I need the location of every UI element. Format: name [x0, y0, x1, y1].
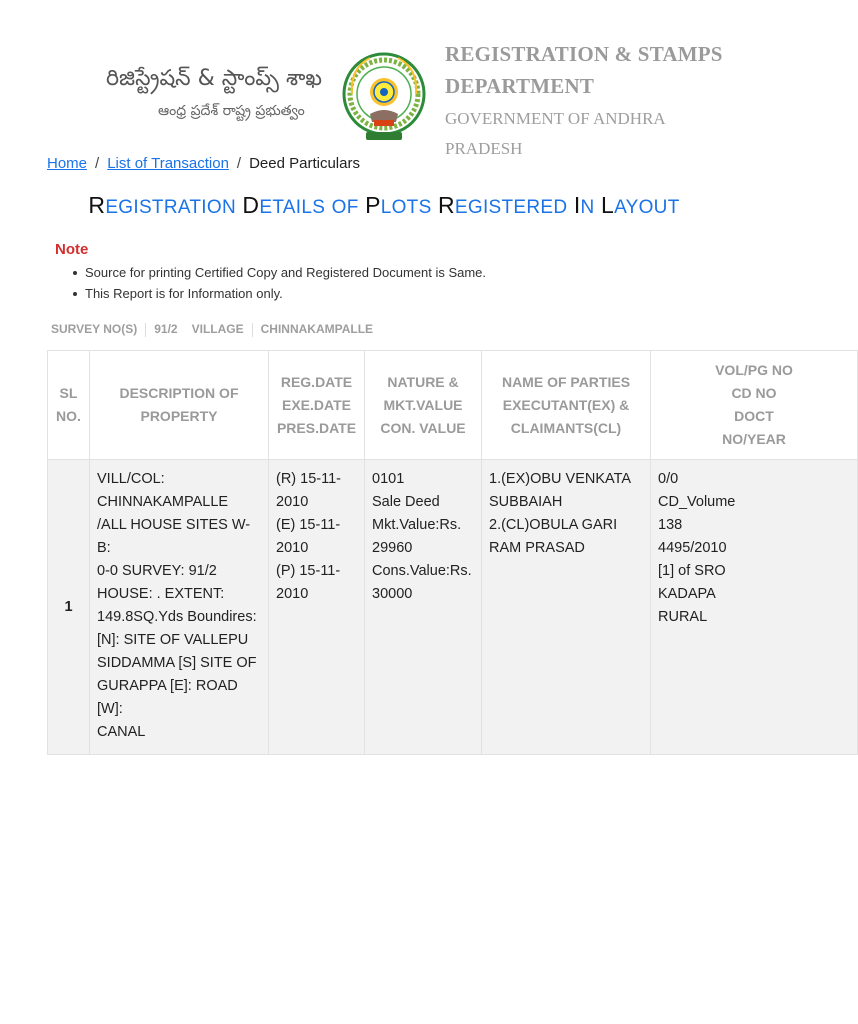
note-label: Note — [55, 241, 89, 258]
table-header-row — [48, 351, 858, 460]
cell-line: 0/0 — [658, 471, 679, 487]
cell-parties — [482, 460, 651, 755]
cell-line: SIDDAMMA [S] SITE OF — [97, 655, 257, 671]
deed-particulars-table — [47, 350, 858, 755]
site-header — [0, 0, 768, 158]
cell-line: RAM PRASAD — [489, 540, 585, 556]
cell-line: 2.(CL)OBULA GARI — [489, 517, 618, 533]
cell-line: /ALL HOUSE SITES W-B: — [97, 517, 251, 556]
cell-line: 0101 — [372, 471, 405, 487]
cell-line: (R) 15-11- — [276, 471, 341, 487]
cell-description — [90, 460, 269, 755]
breadcrumb-home-link[interactable]: Home — [47, 155, 88, 172]
survey-label: SURVEY NO(S) — [51, 322, 138, 336]
cell-line: CD_Volume — [658, 494, 736, 510]
village-value: CHINNAKAMPALLE — [260, 322, 374, 336]
telugu-gov-subtitle: ఆంధ్ర ప్రదేశ్ రాష్ట్ర ప్రభుత్వం — [158, 103, 305, 119]
col-header-volume — [651, 351, 858, 460]
cell-line: CANAL — [97, 724, 146, 740]
cell-line: [N]: SITE OF VALLEPU — [97, 632, 249, 648]
survey-info — [51, 322, 373, 337]
cell-line: Cons.Value:Rs. — [372, 563, 472, 579]
breadcrumb-current: Deed Particulars — [249, 155, 360, 172]
cell-nature — [365, 460, 482, 755]
cell-dates — [269, 460, 365, 755]
title-word: LAYOUT — [600, 192, 680, 218]
breadcrumb-separator: / — [236, 155, 242, 172]
deed-table-container[interactable] — [47, 350, 793, 740]
cell-line: 1.(EX)OBU VENKATA — [489, 471, 632, 487]
col-header-dates — [269, 351, 365, 460]
cell-line: SL — [59, 385, 78, 401]
cell-line: Sale Deed — [372, 494, 440, 510]
table-row — [48, 460, 858, 755]
page-title — [0, 192, 768, 219]
breadcrumb-list-link[interactable]: List of Transaction — [107, 155, 229, 172]
cell-line: PROPERTY — [140, 408, 218, 424]
cell-line: REG.DATE — [280, 373, 353, 390]
title-word: PLOTS — [365, 192, 432, 218]
survey-value: 91/2 — [154, 322, 178, 336]
cell-line: CLAIMANTS(CL) — [510, 419, 622, 436]
cell-line: 30000 — [372, 586, 413, 602]
breadcrumb-separator: / — [95, 155, 100, 172]
breadcrumb — [47, 155, 360, 172]
cell-line: EXE.DATE — [282, 396, 351, 413]
cell-line: [1] of SRO — [658, 563, 726, 579]
title-word: DETAILS — [242, 192, 326, 218]
dept-line-2: DEPARTMENT — [445, 74, 595, 98]
cell-line: 29960 — [372, 540, 413, 556]
dept-line-1: REGISTRATION & STAMPS — [445, 42, 723, 66]
col-header-nature — [365, 351, 482, 460]
cell-line: CHINNAKAMPALLE — [97, 494, 229, 510]
cell-line: PRES.DATE — [276, 419, 357, 436]
col-header-description — [90, 351, 269, 460]
title-word: REGISTERED — [437, 192, 568, 218]
cell-line: DOCT — [734, 408, 774, 424]
gov-line-2: PRADESH — [445, 139, 523, 158]
ap-emblem-icon — [340, 48, 428, 144]
cell-line: RURAL — [658, 609, 708, 625]
cell-line: NATURE & — [387, 373, 459, 390]
title-word: REGISTRATION — [88, 192, 236, 218]
gov-line-1: GOVERNMENT OF ANDHRA — [445, 109, 666, 128]
note-list — [85, 262, 486, 304]
col-header-sl — [48, 351, 90, 460]
title-word: OF — [331, 197, 359, 218]
cell-line: 138 — [658, 517, 683, 533]
cell-line: CON. VALUE — [380, 419, 466, 436]
note-item: This Report is for Information only. — [85, 283, 486, 304]
cell-line: HOUSE: . EXTENT: — [97, 586, 225, 602]
cell-line: EXECUTANT(EX) & — [502, 396, 630, 413]
cell-line: GURAPPA [E]: ROAD [W]: — [97, 678, 238, 717]
cell-line: 2010 — [276, 494, 309, 510]
col-header-parties — [482, 351, 651, 460]
cell-line: SUBBAIAH — [489, 494, 563, 510]
cell-line: KADAPA — [658, 586, 716, 602]
cell-line: 149.8SQ.Yds Boundires: — [97, 609, 257, 625]
cell-line: VOL/PG NO — [715, 362, 793, 378]
village-label: VILLAGE — [191, 322, 244, 336]
cell-line: NAME OF PARTIES — [501, 373, 631, 390]
cell-line: NO. — [56, 408, 81, 424]
cell-line: 0-0 SURVEY: 91/2 — [97, 563, 217, 579]
title-word: IN — [573, 192, 595, 218]
cell-line: CD NO — [731, 385, 777, 401]
note-item: Source for printing Certified Copy and Registered Document is Same. — [85, 262, 486, 283]
department-name — [445, 38, 745, 162]
cell-volume — [651, 460, 858, 755]
cell-line: Mkt.Value:Rs. — [372, 517, 462, 533]
cell-line: (E) 15-11- — [276, 517, 341, 533]
cell-sl: 1 — [48, 460, 90, 755]
cell-line: 2010 — [276, 586, 309, 602]
cell-line: 2010 — [276, 540, 309, 556]
cell-line: NO/YEAR — [722, 431, 786, 447]
cell-line: (P) 15-11- — [276, 563, 341, 579]
cell-line: VILL/COL: — [97, 471, 165, 487]
telugu-dept-title: రిజిస్ట్రేషన్ & స్టాంప్స్ శాఖ — [106, 66, 322, 91]
cell-line: DESCRIPTION OF — [119, 385, 239, 401]
cell-line: 4495/2010 — [658, 540, 727, 556]
cell-line: MKT.VALUE — [383, 396, 463, 413]
